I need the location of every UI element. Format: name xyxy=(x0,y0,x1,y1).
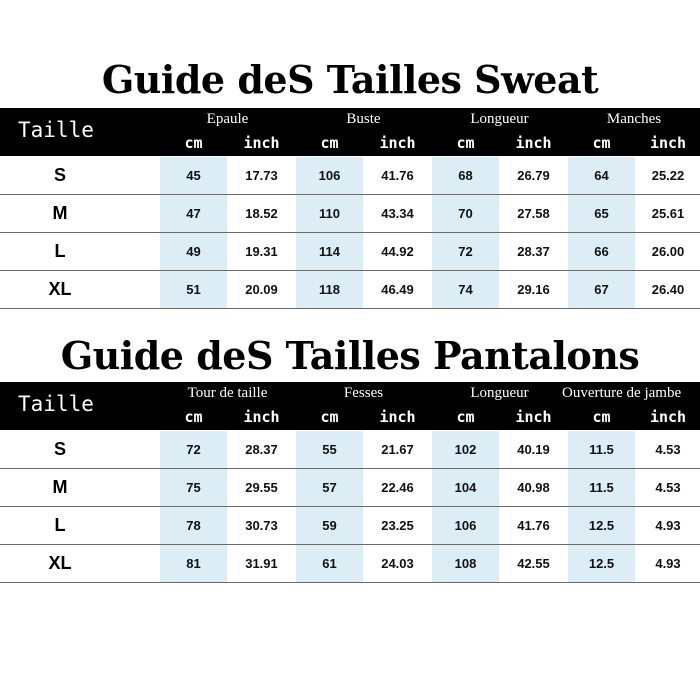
cell-inch: 27.58 xyxy=(517,206,550,221)
table-row xyxy=(0,271,700,309)
size-label: L xyxy=(54,241,66,261)
table-row xyxy=(0,469,700,507)
cell-cm: 66 xyxy=(568,233,635,270)
cell-inch: 23.25 xyxy=(381,518,414,533)
cell-cm: 65 xyxy=(568,195,635,232)
cell-inch: 26.40 xyxy=(651,282,685,297)
cell-cm: 12.5 xyxy=(568,545,635,582)
sweat-header xyxy=(0,108,700,156)
size-label: S xyxy=(53,165,66,185)
cell-inch: 29.16 xyxy=(517,282,550,297)
cell-cm: 61 xyxy=(296,545,363,582)
size-label: S xyxy=(53,439,66,459)
cell-inch: 31.91 xyxy=(245,556,278,571)
cell-cm: 51 xyxy=(160,271,227,308)
size-label: XL xyxy=(48,553,72,573)
pantalons-unit-cm: cm xyxy=(456,408,475,426)
cell-cm: 49 xyxy=(160,233,227,270)
sweat-taille-label: Taille xyxy=(18,118,94,142)
pantalons-unit-cm: cm xyxy=(320,408,339,426)
cell-cm: 104 xyxy=(432,469,499,506)
sweat-unit-inch: inch xyxy=(515,134,552,152)
pantalons-group-fesses: Fesses xyxy=(343,385,384,401)
cell-cm: 106 xyxy=(296,157,363,194)
cell-inch: 41.76 xyxy=(381,168,414,183)
cell-cm: 59 xyxy=(296,507,363,544)
cell-inch: 46.49 xyxy=(381,282,414,297)
table-row xyxy=(0,507,700,545)
cell-cm: 11.5 xyxy=(568,469,635,506)
cell-inch: 42.55 xyxy=(517,556,550,571)
sweat-group-epaule: Epaule xyxy=(206,111,249,127)
cell-cm: 102 xyxy=(432,431,499,468)
sweat-unit-cm: cm xyxy=(592,134,611,152)
cell-inch: 43.34 xyxy=(381,206,414,221)
cell-cm: 64 xyxy=(568,157,635,194)
cell-inch: 22.46 xyxy=(381,480,414,495)
size-label: XL xyxy=(48,279,72,299)
cell-cm: 106 xyxy=(432,507,499,544)
cell-inch: 41.76 xyxy=(517,518,550,533)
cell-cm: 72 xyxy=(160,431,227,468)
sweat-group-manches: Manches xyxy=(606,111,662,127)
cell-inch: 19.31 xyxy=(245,244,278,259)
cell-cm: 74 xyxy=(432,271,499,308)
cell-cm: 55 xyxy=(296,431,363,468)
pantalons-title: Guide deS Tailles Pantalons xyxy=(60,333,640,378)
pantalons-group-longueur: Longueur xyxy=(470,385,529,401)
pantalons-group-tour-de-taille: Tour de taille xyxy=(187,385,268,401)
cell-inch: 4.53 xyxy=(655,480,681,495)
cell-cm: 67 xyxy=(568,271,635,308)
size-label: M xyxy=(52,477,68,497)
cell-inch: 29.55 xyxy=(245,480,278,495)
table-row xyxy=(0,157,700,195)
cell-inch: 18.52 xyxy=(245,206,278,221)
table-row xyxy=(0,545,700,583)
cell-cm: 110 xyxy=(296,195,363,232)
cell-inch: 40.98 xyxy=(517,480,550,495)
cell-inch: 26.79 xyxy=(517,168,550,183)
cell-inch: 44.92 xyxy=(381,244,414,259)
cell-inch: 30.73 xyxy=(245,518,278,533)
cell-cm: 47 xyxy=(160,195,227,232)
pantalons-header xyxy=(0,382,700,430)
cell-cm: 45 xyxy=(160,157,227,194)
cell-cm: 57 xyxy=(296,469,363,506)
sweat-title: Guide deS Tailles Sweat xyxy=(101,57,599,102)
cell-cm: 70 xyxy=(432,195,499,232)
cell-inch: 24.03 xyxy=(381,556,414,571)
sweat-unit-inch: inch xyxy=(649,134,687,152)
cell-inch: 40.19 xyxy=(517,442,550,457)
sweat-unit-cm: cm xyxy=(320,134,339,152)
size-label: L xyxy=(54,515,66,535)
cell-inch: 28.37 xyxy=(245,442,278,457)
cell-cm: 118 xyxy=(296,271,363,308)
pantalons-unit-cm: cm xyxy=(592,408,611,426)
cell-inch: 25.61 xyxy=(651,206,685,221)
table-row xyxy=(0,233,700,271)
pantalons-unit-inch: inch xyxy=(649,408,687,426)
pantalons-taille-label: Taille xyxy=(18,392,94,416)
cell-inch: 4.93 xyxy=(655,556,681,571)
cell-inch: 25.22 xyxy=(651,168,685,183)
size-label: M xyxy=(52,203,68,223)
cell-cm: 72 xyxy=(432,233,499,270)
cell-inch: 28.37 xyxy=(517,244,550,259)
cell-cm: 114 xyxy=(296,233,363,270)
sweat-group-buste: Buste xyxy=(346,111,381,127)
pantalons-group-ouverture-de-jambe: Ouverture de jambe xyxy=(562,385,682,401)
pantalons-unit-inch: inch xyxy=(515,408,552,426)
cell-cm: 11.5 xyxy=(568,431,635,468)
cell-inch: 17.73 xyxy=(245,168,278,183)
sweat-unit-cm: cm xyxy=(456,134,475,152)
cell-inch: 4.93 xyxy=(655,518,681,533)
pantalons-unit-cm: cm xyxy=(184,408,203,426)
sweat-unit-inch: inch xyxy=(379,134,416,152)
cell-cm: 108 xyxy=(432,545,499,582)
pantalons-unit-inch: inch xyxy=(379,408,416,426)
table-row xyxy=(0,431,700,469)
cell-cm: 75 xyxy=(160,469,227,506)
sweat-group-longueur: Longueur xyxy=(470,111,529,127)
table-row xyxy=(0,195,700,233)
cell-cm: 78 xyxy=(160,507,227,544)
cell-inch: 20.09 xyxy=(245,282,278,297)
sweat-unit-inch: inch xyxy=(243,134,280,152)
cell-inch: 21.67 xyxy=(381,442,414,457)
cell-inch: 26.00 xyxy=(651,244,685,259)
sweat-unit-cm: cm xyxy=(184,134,203,152)
pantalons-unit-inch: inch xyxy=(243,408,280,426)
cell-inch: 4.53 xyxy=(655,442,681,457)
cell-cm: 12.5 xyxy=(568,507,635,544)
cell-cm: 81 xyxy=(160,545,227,582)
cell-cm: 68 xyxy=(432,157,499,194)
